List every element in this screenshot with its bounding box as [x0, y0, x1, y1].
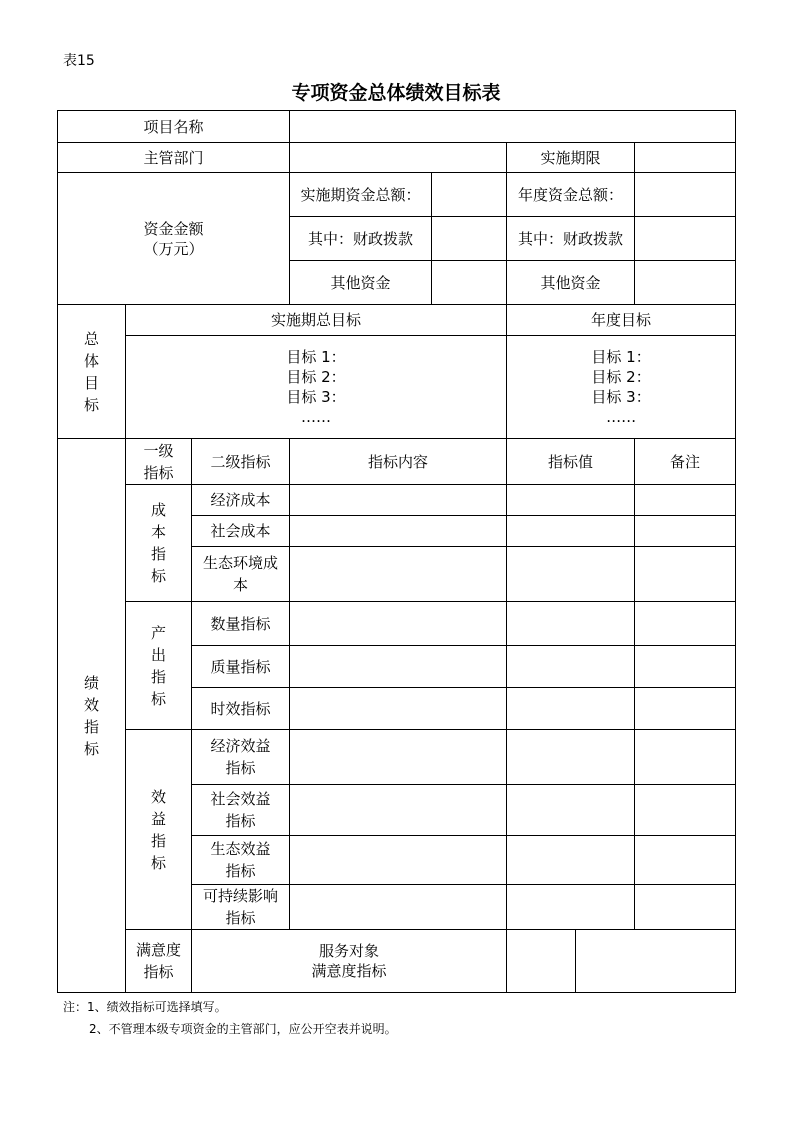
- annual-goal-item: 目标 2：: [591, 368, 651, 386]
- indicator-value-cell[interactable]: [507, 485, 635, 516]
- indicator-header-row: [58, 439, 736, 485]
- cost-indicators-group: 成本指标: [126, 485, 192, 602]
- indicator-content-cell[interactable]: [290, 485, 507, 516]
- indicator-value-cell[interactable]: [507, 730, 635, 785]
- indicator-content-cell[interactable]: [290, 516, 507, 547]
- indicator-name: 可持续影响指标: [192, 885, 290, 930]
- indicator-content-cell[interactable]: [290, 547, 507, 602]
- annual-goal-item: 目标 3：: [591, 388, 651, 406]
- indicator-content-cell[interactable]: [290, 785, 507, 836]
- remark-cell[interactable]: [635, 836, 736, 885]
- project-name-row: [58, 111, 736, 143]
- period-goal-item: 目标 2：: [286, 368, 346, 386]
- indicator-content-cell[interactable]: [290, 646, 507, 688]
- period-goal-item: 目标 3：: [286, 388, 346, 406]
- funding-row-total: [58, 173, 736, 217]
- remark-cell[interactable]: [635, 485, 736, 516]
- satisfaction-value-cell-2[interactable]: [576, 930, 736, 993]
- indicator-name: 经济成本: [192, 485, 290, 516]
- project-name-value[interactable]: [290, 111, 736, 143]
- annual-goal-item: ……: [606, 408, 637, 426]
- annual-other-funds-value[interactable]: [635, 261, 736, 305]
- overall-goals-label: 总体目标: [58, 305, 126, 439]
- department-row: [58, 143, 736, 173]
- indicator-content-cell[interactable]: [290, 602, 507, 646]
- period-total-label: 实施期资金总额：: [290, 173, 432, 217]
- annual-fiscal-label: 其中：财政拨款: [507, 217, 635, 261]
- period-goal-item: ……: [301, 408, 332, 426]
- indicator-name: 社会成本: [192, 516, 290, 547]
- department-value[interactable]: [290, 143, 507, 173]
- funding-amount-label: [58, 173, 290, 305]
- other-funds-label: 其他资金: [290, 261, 432, 305]
- remark-cell[interactable]: [635, 885, 736, 930]
- annual-fiscal-value[interactable]: [635, 217, 736, 261]
- remark-cell[interactable]: [635, 516, 736, 547]
- department-label: 主管部门: [58, 143, 290, 173]
- indicator-value-cell[interactable]: [507, 547, 635, 602]
- indicator-value-cell[interactable]: [507, 885, 635, 930]
- fiscal-label: 其中：财政拨款: [290, 217, 432, 261]
- annual-other-funds-label: 其他资金: [507, 261, 635, 305]
- period-goal-header: 实施期总目标: [126, 305, 507, 336]
- indicator-name: 数量指标: [192, 602, 290, 646]
- table-row: [58, 485, 736, 516]
- overall-goals-header-row: [58, 305, 736, 336]
- indicator-value-cell[interactable]: [507, 602, 635, 646]
- indicator-value-cell[interactable]: [507, 646, 635, 688]
- satisfaction-content: 服务对象 满意度指标: [192, 930, 507, 993]
- satisfaction-value-cell[interactable]: [507, 930, 576, 993]
- page-title: 专项资金总体绩效目标表: [291, 82, 501, 104]
- annual-goals-list[interactable]: [507, 336, 736, 439]
- indicator-content-header: 指标内容: [290, 439, 507, 485]
- table-row: [58, 730, 736, 785]
- table-number: 表15: [63, 53, 95, 69]
- remark-header: 备注: [635, 439, 736, 485]
- indicator-content-cell[interactable]: [290, 836, 507, 885]
- satisfaction-row: [58, 930, 736, 993]
- remark-cell[interactable]: [635, 785, 736, 836]
- benefit-indicators-group: 效益指标: [126, 730, 192, 930]
- indicator-name: 经济效益指标: [192, 730, 290, 785]
- performance-indicators-label: 绩效指标: [58, 439, 126, 993]
- indicator-value-cell[interactable]: [507, 836, 635, 885]
- period-goal-item: 目标 1：: [286, 348, 346, 366]
- indicator-value-cell[interactable]: [507, 688, 635, 730]
- remark-cell[interactable]: [635, 602, 736, 646]
- project-name-label: 项目名称: [58, 111, 290, 143]
- indicator-name: 时效指标: [192, 688, 290, 730]
- overall-goals-content-row: [58, 336, 736, 439]
- indicator-content-cell[interactable]: [290, 688, 507, 730]
- remark-cell[interactable]: [635, 730, 736, 785]
- remark-cell[interactable]: [635, 688, 736, 730]
- fiscal-value[interactable]: [432, 217, 507, 261]
- remark-cell[interactable]: [635, 646, 736, 688]
- indicator-value-header: 指标值: [507, 439, 635, 485]
- table-row: [58, 602, 736, 646]
- level2-indicator-header: 二级指标: [192, 439, 290, 485]
- annual-goal-header: 年度目标: [507, 305, 736, 336]
- indicator-name: 生态效益指标: [192, 836, 290, 885]
- period-goals-list[interactable]: [126, 336, 507, 439]
- remark-cell[interactable]: [635, 547, 736, 602]
- annual-goal-item: 目标 1：: [591, 348, 651, 366]
- indicator-value-cell[interactable]: [507, 516, 635, 547]
- note-1: 注：1、绩效指标可选择填写。: [63, 1000, 227, 1014]
- note-2: 2、不管理本级专项资金的主管部门，应公开空表并说明。: [89, 1022, 397, 1036]
- funding-label-line1: 资金金额: [143, 219, 204, 238]
- level1-indicator-header: 一级指标: [126, 439, 192, 485]
- notes: [63, 996, 397, 1040]
- period-value[interactable]: [635, 143, 736, 173]
- annual-total-label: 年度资金总额：: [507, 173, 635, 217]
- annual-total-value[interactable]: [635, 173, 736, 217]
- indicator-name: 质量指标: [192, 646, 290, 688]
- indicator-content-cell[interactable]: [290, 730, 507, 785]
- funding-label-line2: （万元）: [143, 239, 204, 258]
- period-total-value[interactable]: [432, 173, 507, 217]
- indicator-value-cell[interactable]: [507, 785, 635, 836]
- indicator-content-cell[interactable]: [290, 885, 507, 930]
- indicator-name: 社会效益指标: [192, 785, 290, 836]
- output-indicators-group: 产出指标: [126, 602, 192, 730]
- performance-goal-table: [57, 110, 736, 993]
- period-label: 实施期限: [507, 143, 635, 173]
- other-funds-value[interactable]: [432, 261, 507, 305]
- satisfaction-label: 满意度指标: [126, 930, 192, 993]
- indicator-name: 生态环境成本: [192, 547, 290, 602]
